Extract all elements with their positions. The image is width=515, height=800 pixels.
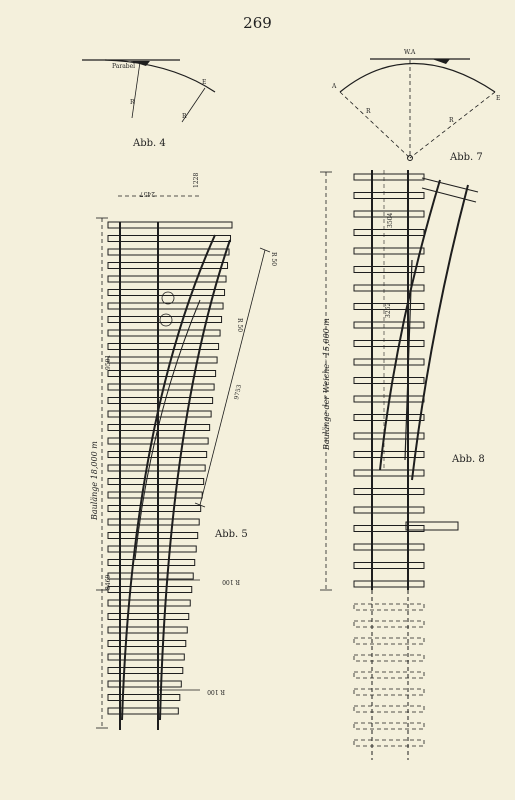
abb5-dim-2457: 2457 [139, 190, 155, 197]
sleeper [108, 708, 178, 714]
sleeper [354, 489, 424, 495]
sleeper [108, 479, 204, 485]
figure-abb8 [320, 170, 485, 760]
sleeper [354, 285, 424, 291]
abb8-dim-3262: 3262 [385, 302, 392, 318]
abb8-sleepers [354, 174, 424, 587]
caption-abb7: Abb. 7 [450, 152, 483, 163]
sleeper [108, 317, 222, 323]
sleeper [354, 672, 424, 678]
sleeper [354, 581, 424, 587]
label-e7: E [496, 95, 501, 102]
sleeper [354, 655, 424, 661]
sleeper [354, 359, 424, 365]
sleeper [354, 604, 424, 610]
sleeper [354, 248, 424, 254]
sleeper [108, 276, 226, 282]
sleeper [354, 638, 424, 644]
sleeper [108, 695, 180, 701]
sleeper [354, 378, 424, 384]
abb8-length-label: Baulänge der Weiche · 15,000 m [322, 318, 331, 450]
sleeper [354, 706, 424, 712]
label-r2: R [182, 113, 187, 120]
abb5-dim-1228: 1228 [193, 172, 200, 188]
abb5-radius-100a: R 100 [222, 578, 240, 585]
abb5-radius-100b: R 100 [207, 688, 225, 695]
figure-abb7 [331, 49, 500, 163]
sleeper [108, 371, 216, 377]
abb8-sleepers-continuation [354, 604, 424, 746]
sleeper [108, 357, 217, 363]
abb5-dim-9753: 9753 [233, 384, 244, 401]
label-r7b: R [449, 117, 454, 124]
abb5-radius-50b: R 50 [236, 318, 243, 333]
sleeper [354, 689, 424, 695]
sleeper [354, 341, 424, 347]
sleeper [354, 507, 424, 513]
sleeper [108, 465, 205, 471]
abb5-radius-50a: R 50 [270, 252, 277, 267]
abb5-dim-9501: 9501 [105, 354, 112, 370]
sleeper [354, 452, 424, 458]
sleeper [354, 267, 424, 273]
sleeper [354, 415, 424, 421]
sleeper [108, 506, 201, 512]
label-r7a: R [366, 108, 371, 115]
abb8-dim-3504: 3504 [387, 212, 394, 228]
sleeper [354, 544, 424, 550]
sleeper [108, 492, 202, 498]
caption-abb5: Abb. 5 [215, 529, 248, 540]
label-r: R [130, 99, 135, 106]
sleeper [108, 411, 211, 417]
sleeper [108, 344, 219, 350]
label-wa: W.A [404, 49, 416, 56]
sleeper [354, 322, 424, 328]
caption-abb4: Abb. 4 [133, 138, 166, 149]
label-e: E [202, 79, 207, 86]
sleeper [354, 174, 424, 180]
sleeper [108, 546, 196, 552]
sleeper [108, 384, 214, 390]
label-parabel: Parabel [112, 63, 136, 70]
figure-abb4 [82, 60, 215, 149]
sleeper [108, 681, 181, 687]
abb5-length-label: Baulänge 18,000 m [90, 441, 99, 520]
sleeper [108, 222, 232, 228]
sleeper [108, 560, 195, 566]
figure-abb5 [90, 173, 277, 730]
label-a: A [332, 83, 337, 90]
page-number: 269 [243, 14, 272, 32]
sleeper [354, 433, 424, 439]
sleeper [108, 249, 229, 255]
sleeper [354, 230, 424, 236]
sleeper [354, 723, 424, 729]
sleeper [354, 740, 424, 746]
sleeper [354, 563, 424, 569]
caption-abb8: Abb. 8 [452, 454, 485, 465]
sleeper [354, 526, 424, 532]
abb5-dim-8469: 8469 [105, 574, 112, 590]
sleeper [354, 621, 424, 627]
sleeper [108, 519, 199, 525]
sleeper [108, 533, 198, 539]
sleeper [108, 263, 228, 269]
sleeper [354, 193, 424, 199]
